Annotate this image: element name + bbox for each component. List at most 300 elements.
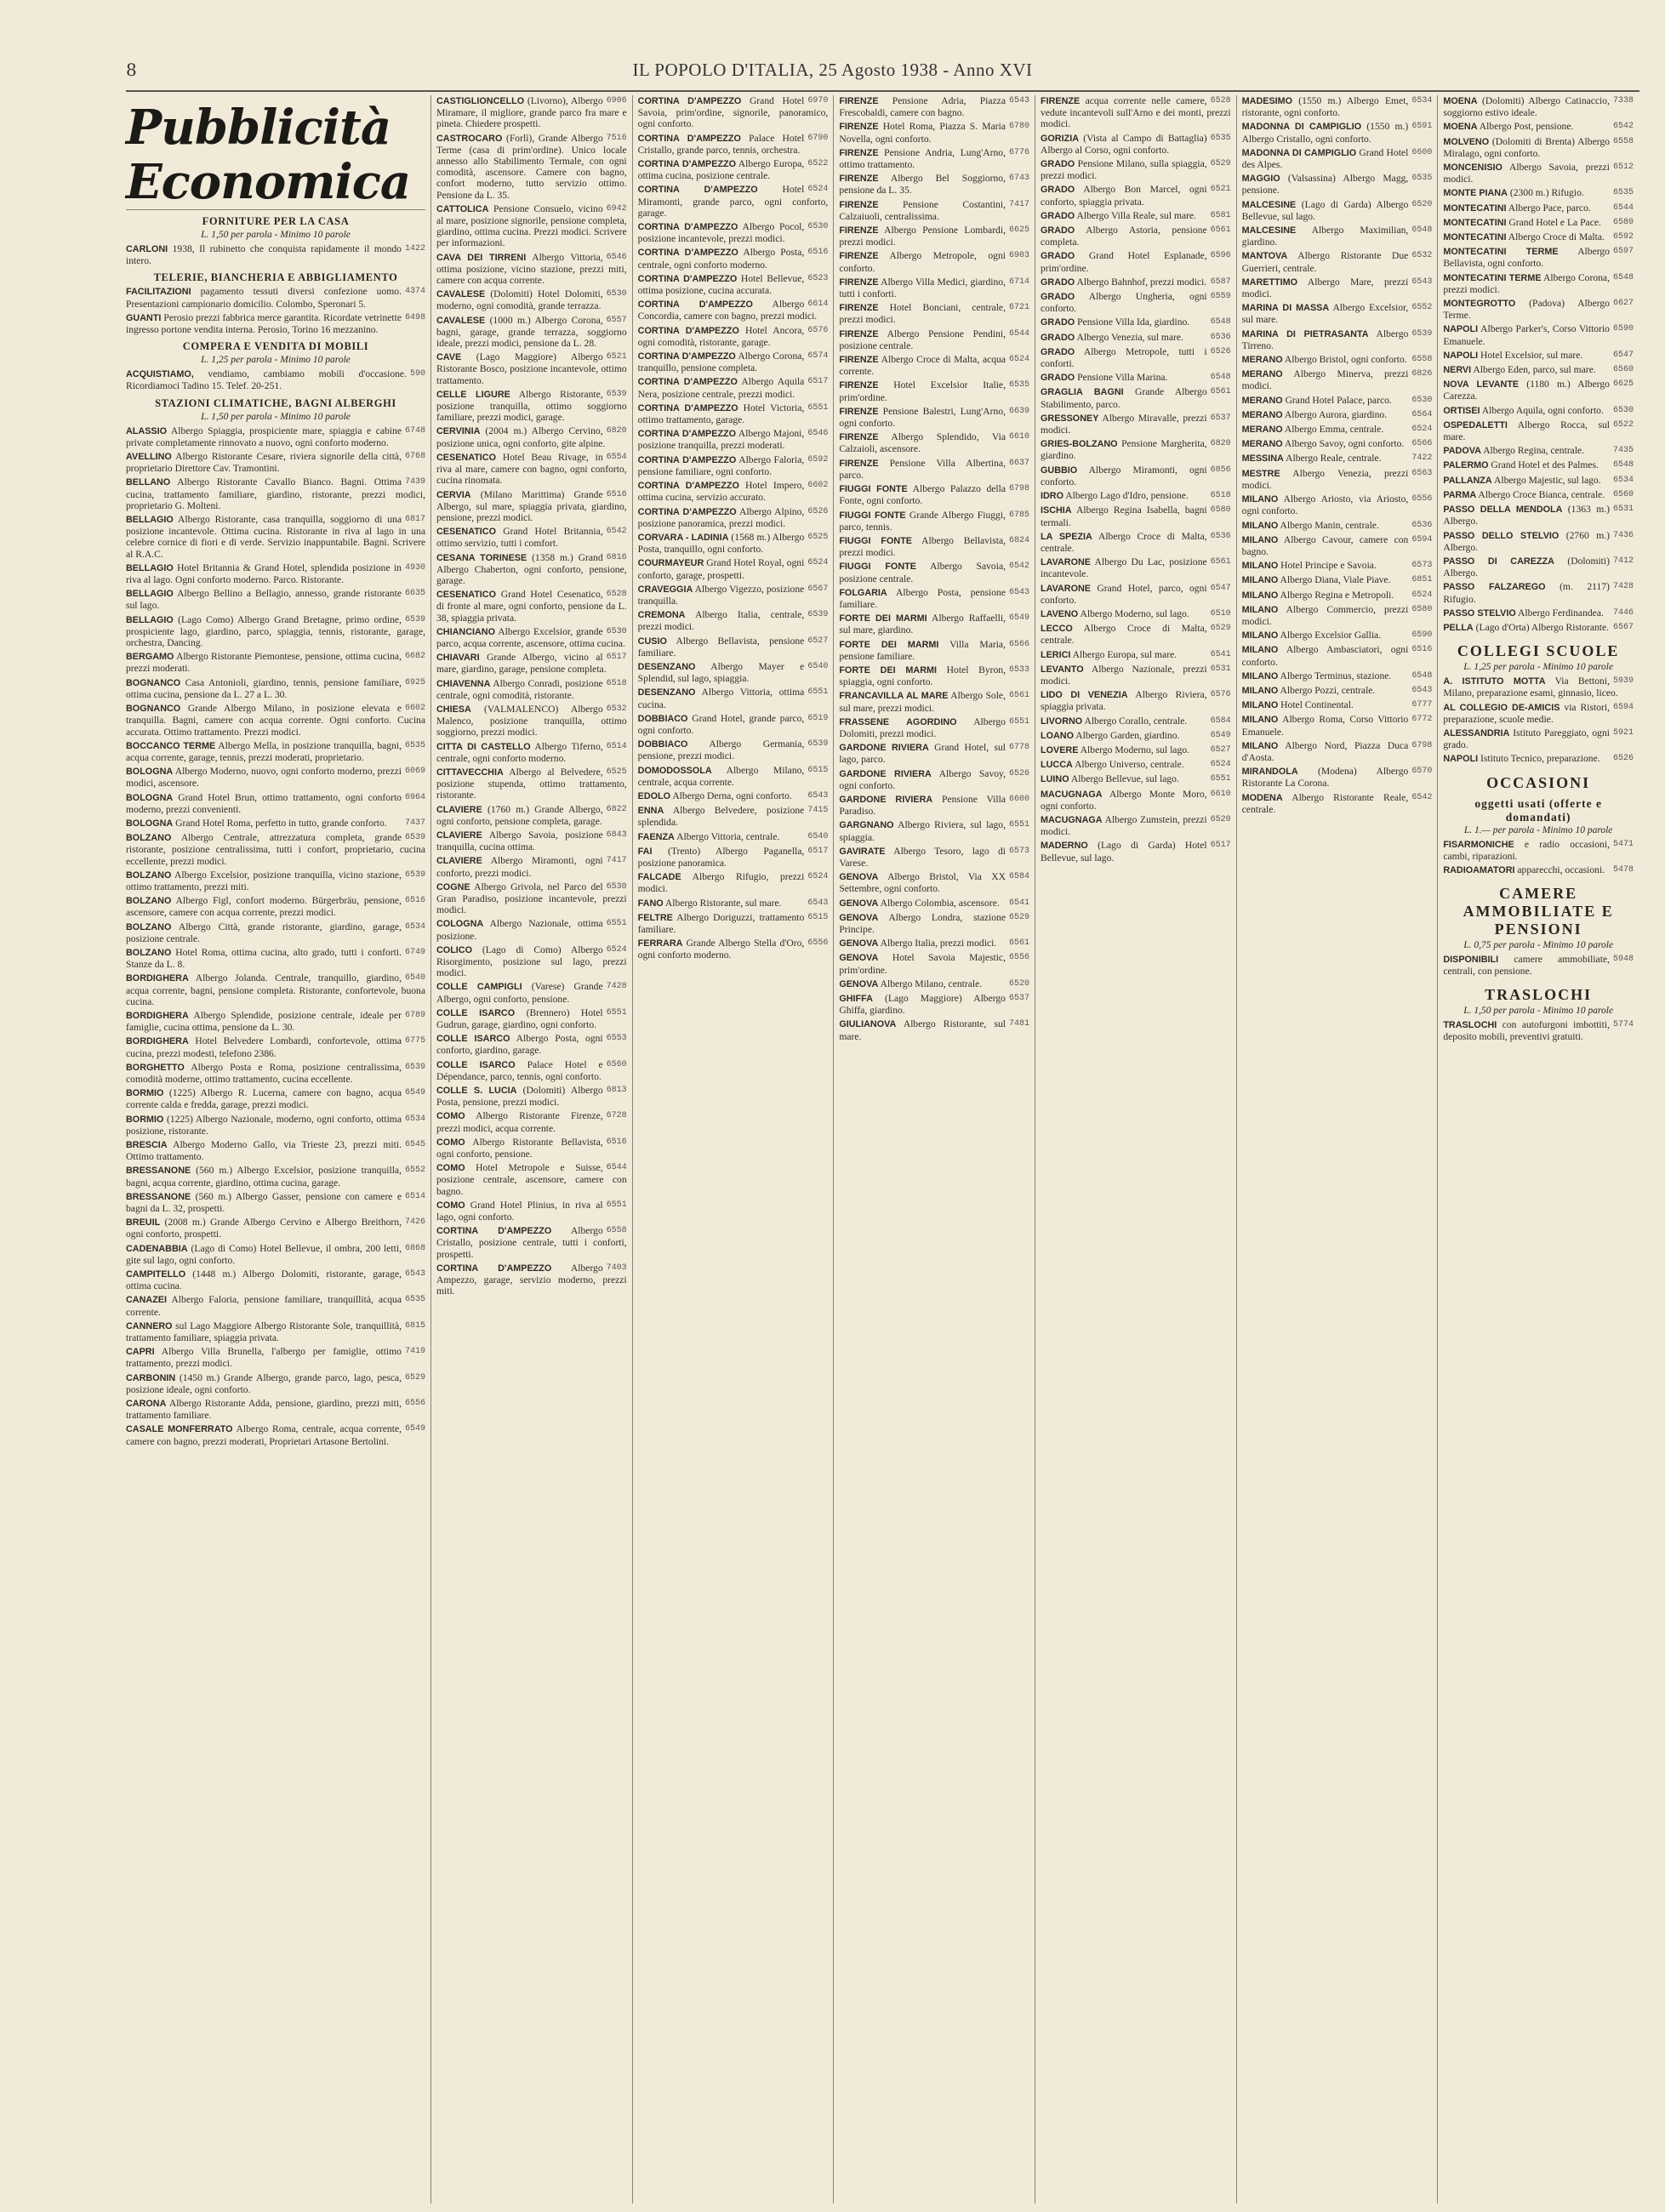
ad-keyword: CORTINA D'AMPEZZO [637,429,737,440]
ad-code: 6776 [1008,147,1029,157]
ad-keyword: FIRENZE [839,225,879,237]
classified-ad [638,428,829,451]
classified-ad [1242,409,1433,421]
classified-ad [839,819,1029,842]
classified-ad [638,713,829,736]
ad-body: Albergo Bel Soggiorno, pensione da L. 35. [839,173,1006,197]
ad-body: Grand Hotel, parco, ogni conforto. [1041,582,1207,606]
ad-keyword: MONTEGROTTO [1443,299,1516,310]
ad-body: Albergo Moderno, sul lago. [1080,607,1189,619]
classified-ad [1041,158,1231,181]
ad-body: Grand Hotel et des Palmes. [1491,459,1599,471]
ad-keyword: BOLOGNA [126,818,174,829]
ad-keyword: CANAZEI [126,1295,167,1306]
ad-keyword: CAVALESE [436,315,486,326]
classified-ad [839,121,1029,144]
column-4 [833,95,1035,2203]
ad-body: Hotel Ancora, ogni comodità, ristorante, garage. [637,324,805,348]
ad-body: Albergo Splendido, Via Calzaioli, ascensore. [839,431,1006,455]
ad-code: 6551 [1008,716,1029,727]
ad-code: 6554 [606,452,627,462]
ad-code: 6498 [404,312,425,322]
ad-code: 6519 [807,713,829,723]
category-heading: COLLEGI SCUOLE [1457,642,1620,660]
ad-code: 6539 [404,833,425,843]
classified-ad [126,243,425,266]
ad-keyword: COMO [436,1137,465,1148]
classified-ad [1041,649,1231,661]
ad-body: Albergo Miramonti, ogni conforto, prezzi modici. [436,855,603,879]
ad-body: Albergo Bellavista, pensione familiare. [637,635,805,658]
ad-body: Grand Hotel Palace, parco. [1285,394,1392,406]
ad-code: 6560 [1612,489,1634,499]
ad-body: (1225) Albergo Nazionale, moderno, ogni conforto, ottima posizione, ristorante. [126,1113,402,1137]
classified-ad [638,325,829,348]
classified-ad [839,431,1029,454]
classified-ad [1443,676,1634,698]
ad-body: Grand Hotel Plinius, in riva al lago, ogni conforto. [436,1199,603,1223]
ad-keyword: CASALE MONFERRATO [126,1424,233,1435]
ad-code: 6551 [807,687,829,698]
ad-body: Hotel Metropole e Suisse, posizione centrale, ascensore, camere con bagno. [436,1162,627,1197]
ad-keyword: FIUGGI FONTE [839,562,916,573]
ad-code: 7516 [606,133,627,143]
ad-keyword: NERVI [1443,365,1472,376]
ad-keyword: MODENA [1241,792,1283,803]
ad-keyword: CORTINA D'AMPEZZO [637,133,741,144]
ad-code: 6903 [1008,251,1029,261]
ad-body: (560 m.) Albergo Excelsior, posizione tranquilla, bagni, acqua corrente, giardino, ottima cucina, garage. [126,1165,402,1189]
section-heading: TELERIE, BIANCHERIA E ABBIGLIAMENTO [153,271,398,284]
ad-keyword: NAPOLI [1443,754,1479,765]
ad-code: 7428 [1612,582,1634,592]
ad-body: Albergo Vittoria, centrale. [676,830,780,842]
classified-ad [1242,699,1433,711]
ad-code: 6591 [1411,122,1433,132]
classified-ad [126,677,425,700]
classified-ad [839,938,1029,949]
ad-code: 6581 [1210,210,1231,220]
section-heading: COMPERA E VENDITA DI MOBILI [182,340,369,353]
ad-code: 6534 [1612,475,1634,485]
ad-keyword: CLAVIERE [436,830,482,841]
ad-keyword: DOBBIACO [637,739,688,750]
ad-body: Hotel Bonciani, centrale, prezzi modici. [839,302,1006,326]
ad-code: 6780 [1008,122,1029,132]
ad-body: (1568 m.) Albergo Posta, tranquillo, ogni conforto. [637,531,805,556]
rate-line: L. 0,75 per parola - Minimo 10 parole [1463,940,1614,951]
classified-ad [1242,328,1433,351]
rate-line: L. 1,25 per parola - Minimo 10 parole [201,355,351,366]
classified-ad [1443,622,1634,634]
ad-keyword: LAVENO [1041,608,1079,619]
ad-code: 6529 [1210,624,1231,634]
ad-body: Albergo Metropole, ogni conforto. [839,250,1006,274]
ad-keyword: FIRENZE [839,199,879,210]
ad-code: 6970 [807,96,829,105]
section-title: Pubblicità Economica [126,100,425,210]
ad-keyword: ACQUISTIAMO, [126,369,194,380]
ad-keyword: MILANO [1241,520,1279,531]
ad-body: Albergo Villa Reale, sul mare. [1076,209,1197,221]
classified-ad [1041,789,1231,812]
ad-code: 6551 [606,919,627,929]
ad-code: 6534 [404,921,425,932]
classified-ad [638,273,829,296]
ad-code: 6530 [606,289,627,299]
ad-body: Albergo Bellino a Bellagio, annesso, grande ristorante sul lago. [126,588,402,612]
classified-ad [839,912,1029,935]
ad-body: Albergo Bellavista, prezzi modici. [839,534,1006,559]
classified-ad [839,794,1029,817]
ad-code: 6558 [1612,136,1634,146]
ad-keyword: LECCO [1041,624,1073,635]
ad-body: Albergo Riviera, spiaggia privata. [1041,689,1207,713]
ad-code: 6564 [1411,409,1433,419]
ad-body: Albergo Pensione Lombardi, prezzi modici. [839,225,1006,248]
classified-ad [1041,276,1231,288]
ad-keyword: BELLANO [126,477,171,488]
ad-code: 6561 [1008,938,1029,949]
classified-ad [1041,386,1231,409]
ad-code: 6549 [404,1088,425,1098]
classified-ad [126,588,425,611]
classified-ad [126,1423,425,1446]
ad-code: 6527 [807,636,829,646]
ad-body: (Forlì), Grande Albergo Terme (casa di prim'ordine). Unico locale annesso allo Stabilimento Termale, con ogni comodità, ascensore. Camere con bagno, confort moderno, tutto servizio ottimo. Pensione da L. 35. [436,132,627,201]
ad-code: 7417 [1008,199,1029,209]
ad-keyword: GRADO [1041,332,1075,343]
classified-ad [436,704,627,738]
ad-keyword: CARBONIN [126,1372,176,1383]
classified-ad [1242,95,1433,118]
ad-code: 6610 [1008,432,1029,442]
classified-ad [436,767,627,801]
classified-ad [839,871,1029,894]
ad-code: 7415 [807,806,829,816]
ad-keyword: DISPONIBILI [1443,955,1499,966]
classified-ad [1242,424,1433,436]
ad-code: 6522 [1612,419,1634,430]
ad-code: 6526 [807,506,829,516]
classified-ad [1443,702,1634,725]
classified-ad [839,199,1029,222]
classified-ad [1041,840,1231,863]
ad-body: Albergo Croce Bianca, centrale. [1478,488,1605,500]
classified-ad [1443,556,1634,579]
ad-body: Albergo Aquila Nera, posizione centrale, prezzi modici. [637,376,805,400]
ad-code: 6534 [404,1114,425,1124]
ad-code: 5939 [1612,676,1634,687]
classified-ad [1041,332,1231,344]
ad-keyword: CARONA [126,1399,167,1410]
ad-code: 6576 [807,325,829,335]
classified-ad [1242,276,1433,299]
ad-body: Grand Hotel Britannia, ottimo servizio, tutti i comfort. [436,526,603,550]
classified-ad [1443,298,1634,321]
ad-code: 6531 [1612,505,1634,515]
ad-code: 6515 [807,765,829,775]
ad-keyword: MANTOVA [1241,251,1288,262]
ad-body: Albergo Jolanda. Centrale, tranquillo, giardino, acqua corrente, bagni, pensione completa. Ristorante, confortevole, buona cucina. [126,972,425,1007]
ad-keyword: FORTE DEI MARMI [839,639,939,650]
ad-keyword: FIRENZE [839,303,879,314]
ad-keyword: BOLOGNA [126,792,174,803]
ad-code: 6531 [1210,664,1231,674]
ad-body: Albergo Universo, centrale. [1075,759,1184,771]
classified-ad [638,661,829,684]
ad-body: Albergo Du Lac, posizione incantevole. [1041,556,1207,580]
ad-keyword: IDRO [1041,491,1063,502]
ad-code: 6541 [1210,649,1231,659]
ad-body: Istituto Tecnico, preparazione. [1480,753,1600,765]
ad-body: Albergo Posta, pensione familiare. [839,586,1006,610]
ad-body: Albergo Spiaggia, prospiciente mare, spiaggia e cabine private completamente rinnovato a nuovo, ogni conforto moderno. [126,425,402,448]
ad-body: Albergo Emma, centrale. [1284,424,1384,436]
ad-body: Albergo Corallo, centrale. [1084,715,1188,727]
ad-code: 6558 [606,1226,627,1236]
classified-ad [638,636,829,658]
classified-ad [1041,689,1231,712]
ad-keyword: CORTINA D'AMPEZZO [637,325,739,336]
ad-keyword: CARLONI [126,244,168,254]
classified-ad [638,299,829,322]
classified-ad [126,1294,425,1317]
classified-ad [436,133,627,201]
ad-code: 6516 [1411,645,1433,655]
ad-code: 6813 [606,1086,627,1096]
classified-ad [436,1110,627,1133]
ad-keyword: MALCESINE [1241,225,1297,237]
ad-keyword: MERANO [1241,355,1283,366]
ad-body: Albergo Europa, ottima cucina, posizione centrale. [637,158,805,182]
ad-code: 6526 [1008,768,1029,778]
classified-ad [1242,121,1433,144]
ad-keyword: FRASSENE AGORDINO [839,716,957,727]
ad-code: 6600 [1411,147,1433,157]
classified-ad [1443,187,1634,199]
ad-body: Albergo Faloria, pensione familiare, ogni conforto. [637,453,805,477]
rate-line: L. 1,50 per parola - Minimo 10 parole [201,230,351,240]
ad-body: (1550 m.) Albergo Emet, ristorante, ogni conforto. [1241,95,1409,119]
ad-code: 5921 [1612,727,1634,738]
ad-code: 6546 [606,252,627,262]
ad-keyword: LIVORNO [1041,715,1083,727]
ad-code: 6069 [404,767,425,777]
classified-ad [436,589,627,624]
rate-line: L. 1.— per parola - Minimo 10 parole [1463,824,1613,835]
ad-code: 6533 [1008,664,1029,675]
classified-ad [436,1085,627,1108]
ad-keyword: CAMPITELLO [126,1269,186,1280]
classified-ad [1242,395,1433,407]
ad-keyword: BORDIGHERA [126,973,189,984]
ad-body: Albergo Posta, centrale, ogni conforto moderno. [637,247,805,271]
classified-ad [839,742,1029,765]
ad-code: 6543 [1411,276,1433,287]
classified-ad [436,855,627,878]
classified-ad [1041,759,1231,771]
ad-body: Albergo al Belvedere, posizione stupenda, ottimo trattamento, ristorante. [436,766,627,801]
ad-body: Albergo Croce di Malta. [1508,231,1605,243]
classified-ad [839,95,1029,118]
classified-ad [126,562,425,585]
ad-code: 7428 [606,982,627,992]
classified-ad [1242,792,1433,815]
ad-code: 6748 [404,425,425,436]
ad-code: 6925 [404,677,425,687]
ad-keyword: GARDONE RIVIERA [839,743,929,754]
ad-code: 6551 [807,402,829,413]
ad-code: 6547 [1612,350,1634,360]
ad-keyword: TRASLOCHI [1443,1019,1497,1030]
ad-body: Pensione Consuelo, vicino al mare, posizione signorile, pensione completa, giardino, ottima cucina. Prezzi modici. Scrivere per informazioni. [436,202,627,249]
ad-body: Albergo Venezia, sul mare. [1076,331,1183,343]
ad-keyword: A. ISTITUTO MOTTA [1443,676,1546,687]
classified-ad [1443,95,1634,118]
ad-body: Albergo Excelsior, posizione tranquilla, vicino stazione, ottimo trattamento, prezzi miti. [126,869,402,892]
ad-keyword: NAPOLI [1443,350,1479,361]
classified-ad [1041,531,1231,554]
ad-body: Albergo Croce di Malta, centrale. [1041,530,1207,554]
ad-body: Albergo Eden, parco, sul mare. [1473,364,1596,376]
ad-code: 5471 [1612,839,1634,849]
ad-keyword: BOLZANO [126,869,172,881]
ad-code: 6530 [1411,395,1433,405]
classified-ad [436,526,627,549]
ad-body: Hotel Roma, ottima cucina, alto grado, tutti i conforti. Stanze da L. 8. [126,946,402,971]
ad-code: 6749 [404,947,425,957]
ad-keyword: CAPRI [126,1347,155,1358]
classified-ad [839,379,1029,402]
classified-ad [1242,560,1433,572]
ad-keyword: CORTINA D'AMPEZZO [637,96,742,106]
ad-code: 6540 [404,973,425,983]
classified-ad [126,1372,425,1395]
classified-ad [1242,438,1433,450]
ad-code: 6580 [1612,217,1634,227]
ad-code: 6524 [1411,590,1433,600]
ad-body: (Brennero) Hotel Gudrun, garage, giardino, ogni conforto. [436,1006,603,1031]
classified-ad [839,147,1029,170]
ad-keyword: LERICI [1041,649,1071,660]
ad-code: 6524 [807,558,829,568]
ad-keyword: FAENZA [637,831,675,842]
ad-code: 6566 [1008,639,1029,649]
ad-body: Albergo Posta e Roma, posizione centralissima, comodità moderne, ottimo trattamento, cucina eccellente. [126,1061,402,1085]
ad-keyword: CORTINA D'AMPEZZO [436,1226,552,1237]
ad-keyword: MILANO [1241,685,1279,696]
classified-ad [436,626,627,649]
ad-code: 7403 [606,1263,627,1273]
newspaper-masthead: IL POPOLO D'ITALIA, 25 Agosto 1938 - Anno XVI [632,60,1033,80]
ad-body: Albergo Belvedere, posizione splendida. [637,805,805,829]
ad-body: Pensione Villa Albertina, parco. [839,457,1006,481]
ad-code: 6539 [404,614,425,624]
classified-ad [839,846,1029,869]
ad-code: 6524 [1210,760,1231,770]
classified-ad [1242,173,1433,196]
ad-body: Albergo Maximilian, giardino. [1241,225,1409,248]
ad-keyword: FAI [637,846,653,857]
ad-keyword: GORIZIA [1041,133,1079,144]
ad-code: 6548 [1411,670,1433,681]
ad-code: 6530 [807,222,829,232]
ad-keyword: CORTINA D'AMPEZZO [637,248,738,259]
ad-body: Albergo Cristallo, posizione centrale, tutti i conforti, prospetti. [436,1225,627,1260]
ad-keyword: MONTECATINI [1443,232,1507,243]
classified-ad [1443,581,1634,604]
ad-body: (Valsassina) Albergo Magg, pensione. [1241,173,1409,197]
column-2 [431,95,632,2203]
ad-body: Hotel Roma, Piazza S. Maria Novella, ogni conforto. [839,121,1006,145]
ad-keyword: LOVERE [1041,744,1079,755]
ad-code: 6536 [1210,531,1231,541]
ad-code: 6542 [606,527,627,537]
classified-ad [1443,530,1634,553]
classified-ad [126,368,425,391]
ad-keyword: DOBBIACO [637,713,688,724]
ad-body: Albergo Ristorante Piemontese, pensione, ottima cucina, prezzi moderati. [126,651,402,675]
ad-body: Casa Antonioli, giardino, tennis, pensione familiare, ottima cucina, pensione da L. 27 a L. 30. [126,676,402,700]
classified-ad [839,587,1029,610]
ad-code: 6536 [1210,332,1231,342]
ad-body: (1448 m.) Albergo Dolomiti, ristorante, garage, ottima cucina. [126,1268,402,1292]
ad-keyword: GENOVA [839,872,879,883]
ad-code: 6535 [1411,174,1433,184]
classified-ad [839,510,1029,533]
ad-keyword: MERANO [1241,425,1283,436]
ad-body: Grande Albergo Stella d'Oro, ogni conforto moderno. [637,938,805,961]
classified-ad [1443,839,1634,862]
ad-body: Albergo Palazzo della Fonte, ogni conforto. [839,483,1006,507]
ad-body: Albergo Excelsior, sul mare. [1241,302,1409,326]
classified-ad [126,972,425,1007]
classified-ad [436,1033,627,1056]
ad-keyword: MILANO [1241,494,1279,505]
ad-body: (VALMALENCO) Albergo Malenco, posizione tranquilla, ottimo soggiorno, prezzi modici. [436,703,627,738]
ad-body: Albergo Savoy, ogni conforto. [839,767,1006,791]
ad-body: Albergo Moderno Gallo, via Trieste 23, prezzi miti. Ottimo trattamento. [126,1139,402,1163]
ad-code: 7439 [404,477,425,487]
ad-code: 6521 [1210,185,1231,195]
header-rule [126,90,1639,92]
ad-body: Albergo Ristorante, sul mare. [839,1018,1006,1042]
ad-code: 6540 [807,831,829,841]
ad-keyword: CANNERO [126,1320,173,1331]
ad-keyword: BRESSANONE [126,1191,191,1202]
classified-ad [126,1268,425,1291]
ad-keyword: COLLE ISARCO [436,1034,510,1045]
page-number: 8 [126,60,137,80]
classified-ad [436,1059,627,1082]
ad-body: Albergo Bristol, Via XX Settembre, ogni conforto. [839,871,1006,895]
classified-ad [436,981,627,1004]
ad-keyword: LAVARONE [1041,557,1091,568]
ad-keyword: DESENZANO [637,687,696,698]
classified-ad [436,489,627,524]
classified-ad [839,561,1029,584]
ad-body: Albergo Raffaelli, sul mare, giardino. [839,613,1006,636]
ad-keyword: FISARMONICHE [1443,839,1514,850]
classified-ad [1041,715,1231,727]
ad-body: Perosio prezzi fabbrica merce garantita. Ricordate vetrinette ingresso portone vendita interna. Perosio, Torino 16 mezzanino. [126,311,402,336]
ad-keyword: GRADO [1041,251,1075,262]
ad-body: Albergo Regina, centrale. [1483,445,1585,457]
classified-ad [638,506,829,529]
ad-body: Pensione Villa Ida, giardino. [1077,316,1190,328]
ad-keyword: FIRENZE [839,406,879,417]
